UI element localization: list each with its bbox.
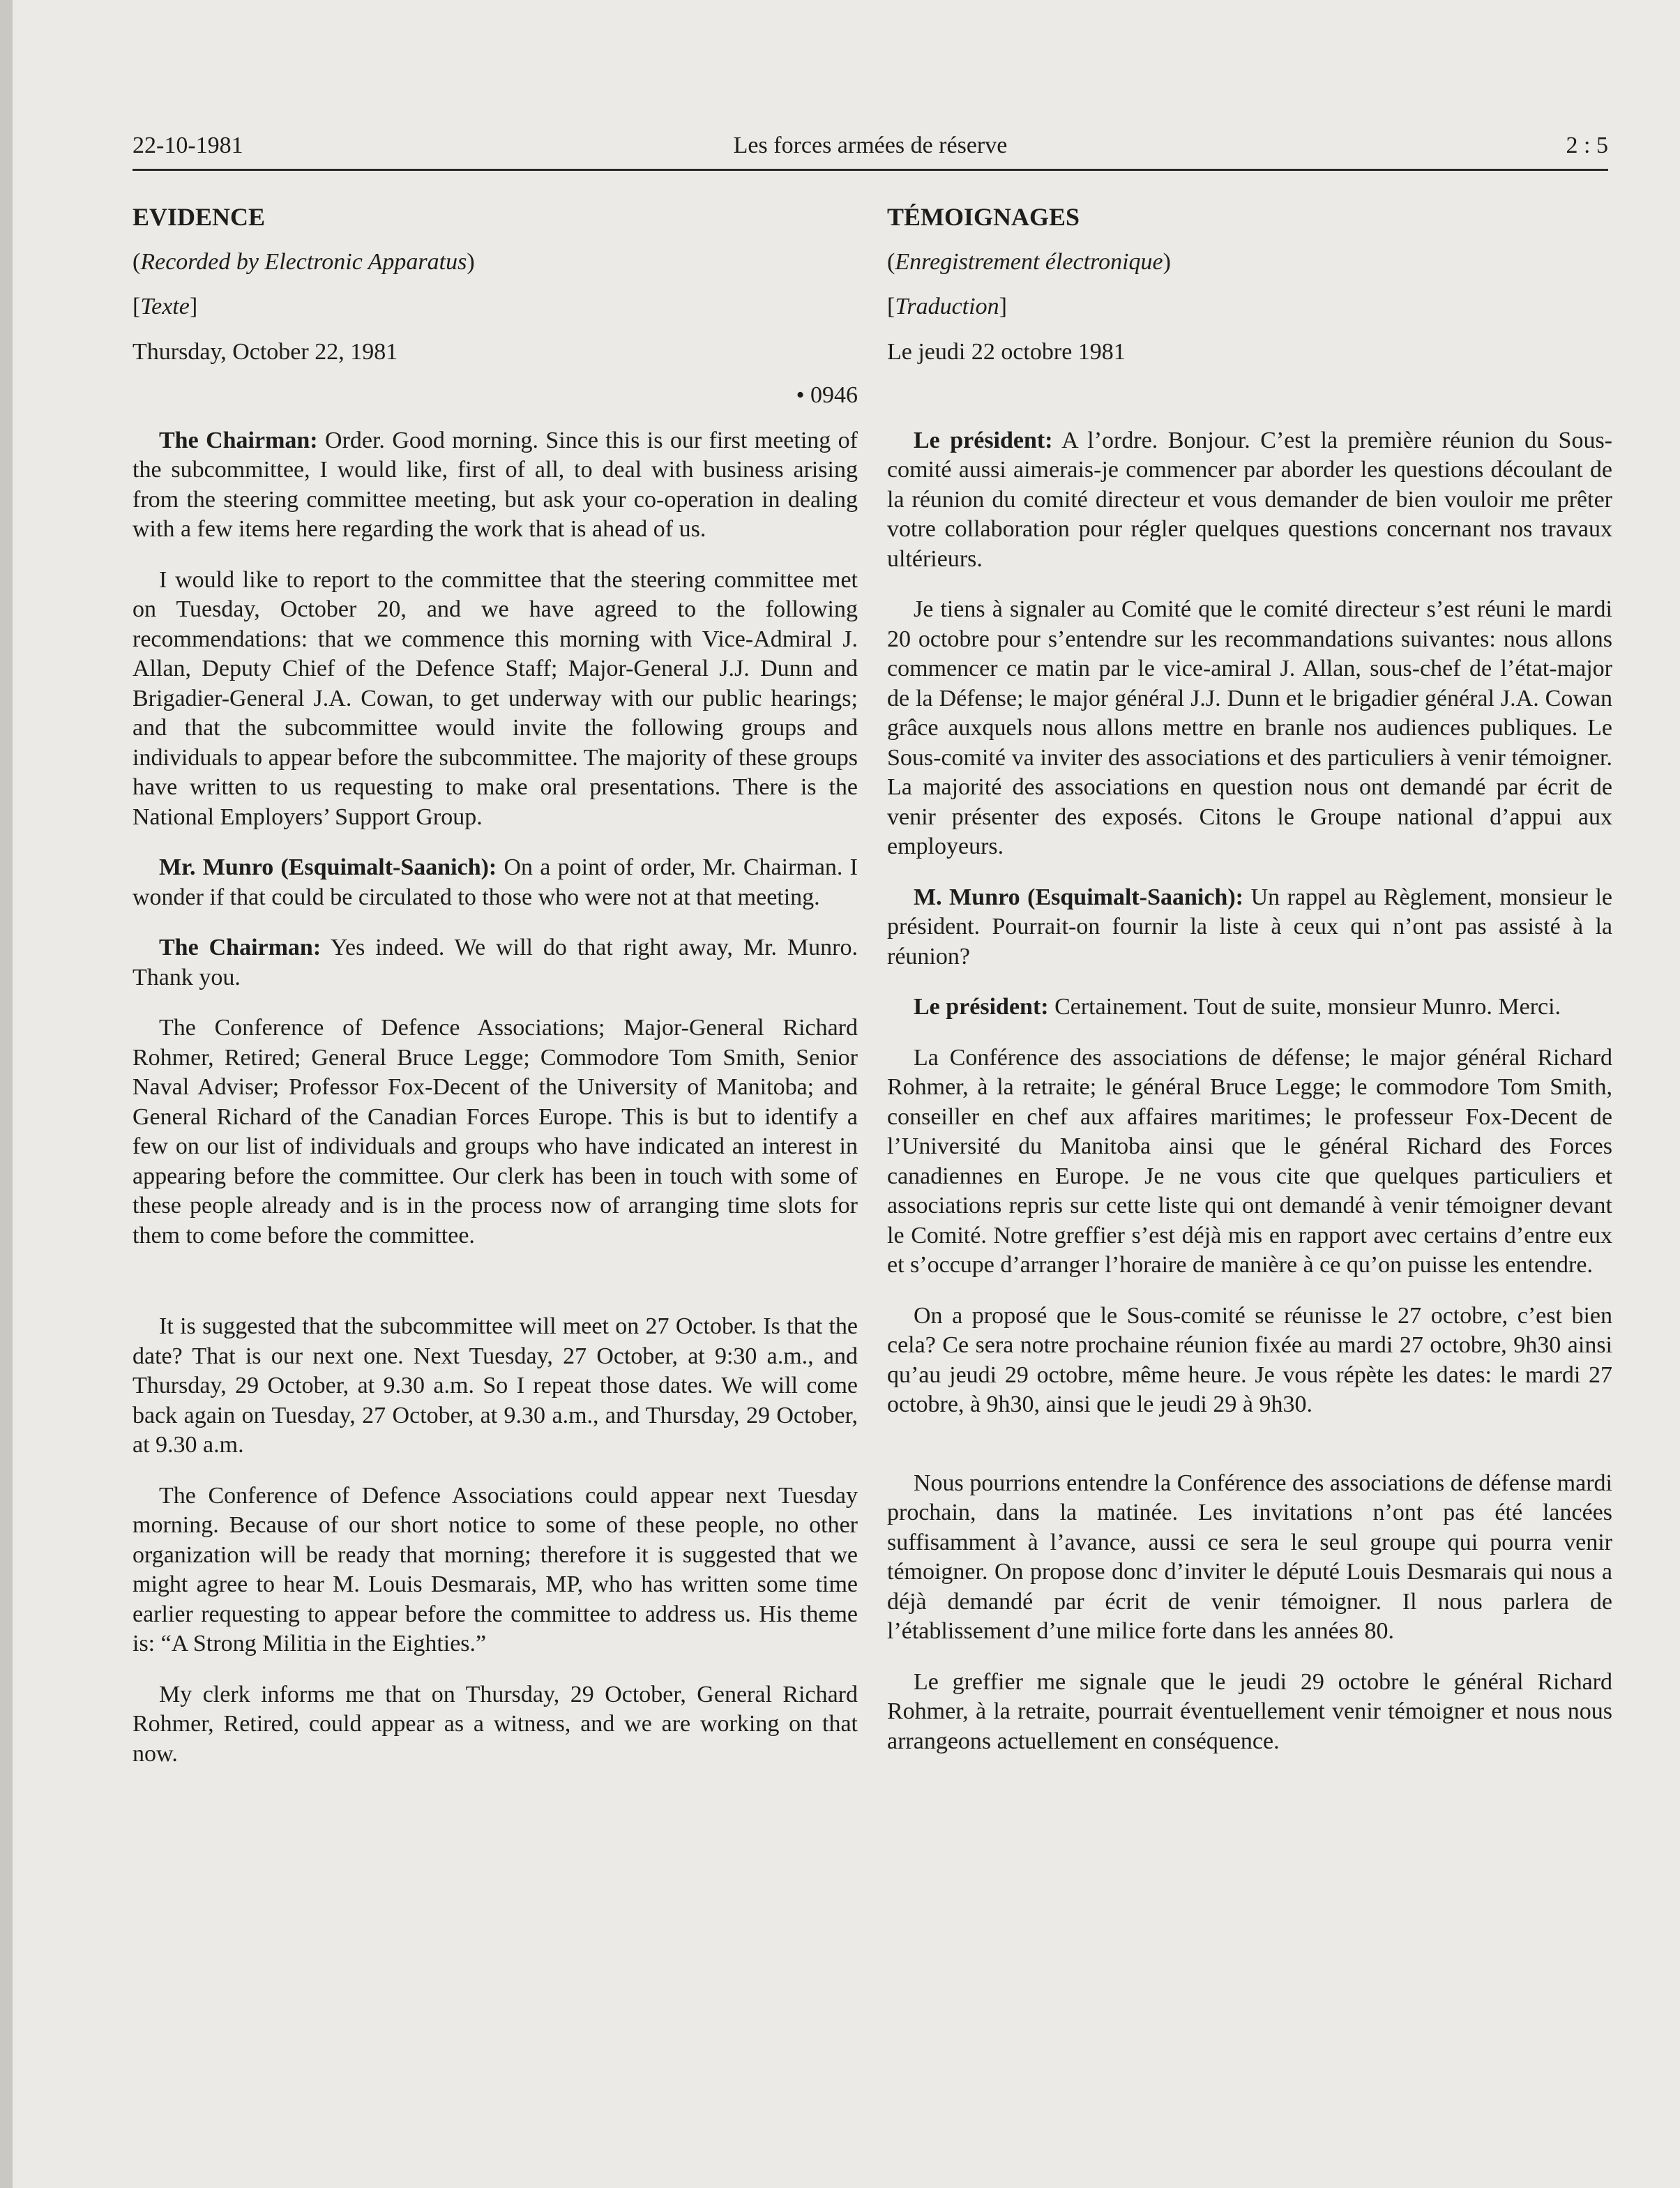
text-tag: [Texte] <box>133 294 198 319</box>
speaker-name: Mr. Munro (Esquimalt-Saanich): <box>159 854 497 880</box>
header-date: 22-10-1981 <box>133 133 243 158</box>
paragraph: My clerk informs me that on Thursday, 29 October, General Richard Rohmer, Retired, could appear as a witness, and we are working on that now. <box>133 1681 858 1767</box>
paragraph: The Chairman: Yes indeed. We will do that right away, Mr. Munro. Thank you. <box>133 935 858 990</box>
recording-note: (Enregistrement électronique) <box>887 248 1171 275</box>
section-heading: TÉMOIGNAGES <box>887 203 1080 231</box>
text-tag: [Traduction] <box>887 294 1007 319</box>
paragraph: I would like to report to the committee that the steering committee met on Tuesday, October 20, and we have agreed to the following recommendations: that we commence this morning with Vice-Admiral J. Allan, Deputy Chief of the Defence Staff; Major-General J.J. Dunn and Brigadier-General J.A. Cowan, to get underway with our public hearings; and that the subcommittee would invite the following groups and individuals to appear before the subcommittee. The majority of these groups have written to us requesting to make oral presentations. There is the National Employers’ Support Group. <box>133 566 858 830</box>
paragraph: On a proposé que le Sous-comité se réunisse le 27 octobre, c’est bien cela? Ce sera notre prochaine réunion fixée au mardi 27 octobre, 9h30 ainsi qu’au jeudi 29 octobre, même heure. Je vous répète les dates: le mardi 27 octobre, à 9h30, ainsi que le jeudi 29 à 9h30. <box>887 1302 1612 1417</box>
header-title: Les forces armées de réserve <box>733 133 1008 158</box>
paragraph: Je tiens à signaler au Comité que le comité directeur s’est réuni le mardi 20 octobre pour s’entendre sur les recommandations suivantes: nous allons commencer ce matin par le vice-amiral J. Allan, sous-chef de l’état-major de la Défense; le major général J.J. Dunn et le brigadier général J.A. Cowan grâce auxquels nous allons mettre en branle nos audiences publiques. Le Sous-comité va inviter des associations et des particuliers à venir témoigner. La majorité des associations en question nous ont demandé par écrit de venir présenter des exposés. Citons le Groupe national d’appui aux employeurs. <box>887 596 1612 859</box>
french-column <box>887 202 1612 1777</box>
paragraph: Le président: A l’ordre. Bonjour. C’est la première réunion du Sous-comité aussi aimerais-je commencer par aborder les questions découlant de la réunion du comité directeur et vous demander de bien vouloir me prêter votre collaboration pour régler quelques questions concernant nos travaux ultérieurs. <box>887 427 1612 572</box>
paragraph: The Conference of Defence Associations; Major-General Richard Rohmer, Retired; General Bruce Legge; Commodore Tom Smith, Senior Naval Adviser; Professor Fox-Decent of the University of Manitoba; and General Richard of the Canadian Forces Europe. This is but to identify a few on our list of individuals and groups who have indicated an interest in appearing before the committee. Our clerk has been in touch with some of these people already and is in the process now of arranging time slots for them to come before the committee. <box>133 1015 858 1248</box>
paragraph: It is suggested that the subcommittee will meet on 27 October. Is that the date? That is our next one. Next Tuesday, 27 October, at 9:30 a.m., and Thursday, 29 October, at 9.30 a.m. So I repeat those dates. We will come back again on Tuesday, 27 October, at 9.30 a.m., and Thursday, 29 October, at 9.30 a.m. <box>133 1313 858 1458</box>
paragraph: M. Munro (Esquimalt-Saanich): Un rappel au Règlement, monsieur le président. Pourrait-on fournir la liste à ceux qui n’ont pas assisté à la réunion? <box>887 884 1612 969</box>
section-heading: EVIDENCE <box>133 203 266 231</box>
paragraph: Le président: Certainement. Tout de suite, monsieur Munro. Merci. <box>914 994 1561 1020</box>
paragraph: Nous pourrions entendre la Conférence des associations de défense mardi prochain, dans la matinée. Les invitations n’ont pas été lancées suffisamment à l’avance, aussi ce sera le seul groupe qui pourra venir témoigner. On propose donc d’inviter le député Louis Desmarais qui nous a déjà demandé par écrit de venir témoigner. Il nous parlera de l’établissement d’une milice forte dans les années 80. <box>887 1470 1612 1644</box>
time-marker: • 0946 <box>796 382 858 408</box>
paragraph: The Conference of Defence Associations could appear next Tuesday morning. Because of our short notice to some of these people, no other organization will be ready that morning; therefore it is suggested that we might agree to hear M. Louis Desmarais, MP, who has written some time earlier requesting to appear before the committee to address us. His theme is: “A Strong Militia in the Eighties.” <box>133 1482 858 1657</box>
meeting-date: Thursday, October 22, 1981 <box>133 338 398 365</box>
paragraph: Le greffier me signale que le jeudi 29 octobre le général Richard Rohmer, à la retraite, pourrait éventuellement venir témoigner et nous nous arrangeons actuellement en conséquence. <box>887 1668 1612 1754</box>
paragraph: Mr. Munro (Esquimalt-Saanich): On a point of order, Mr. Chairman. I wonder if that could be circulated to those who were not at that meeting. <box>133 854 858 910</box>
paragraph: La Conférence des associations de défense; le major général Richard Rohmer, à la retraite; le général Bruce Legge; le commodore Tom Smith, conseiller en chef aux affaires maritimes; le professeur Fox-Decent de l’Université du Manitoba ainsi que le général Richard des Forces canadiennes en Europe. Je ne vous cite que quelques particuliers et associations repris sur cette liste qui ont demandé à venir témoigner devant le Comité. Notre greffier s’est déjà mis en rapport avec certains d’entre eux et s’occupe d’arranger l’horaire de manière à ce qu’on puisse les entendre. <box>887 1044 1612 1278</box>
english-column <box>133 202 858 1790</box>
speaker-name: The Chairman: <box>159 427 318 453</box>
speaker-name: Le président: <box>914 427 1053 453</box>
page-header <box>133 130 1608 171</box>
recording-note: (Recorded by Electronic Apparatus) <box>133 248 475 275</box>
document-page <box>13 0 1680 2188</box>
meeting-date: Le jeudi 22 octobre 1981 <box>887 338 1126 365</box>
speaker-name: Le président: <box>914 994 1049 1020</box>
paragraph: The Chairman: Order. Good morning. Since this is our first meeting of the subcommittee, I would like, first of all, to deal with business arising from the steering committee meeting, but ask your co-operation in dealing with a few items here regarding the work that is ahead of us. <box>133 427 858 542</box>
speaker-name: M. Munro (Esquimalt-Saanich): <box>914 884 1243 910</box>
header-page-number: 2 : 5 <box>1566 133 1608 158</box>
speaker-name: The Chairman: <box>159 935 321 960</box>
